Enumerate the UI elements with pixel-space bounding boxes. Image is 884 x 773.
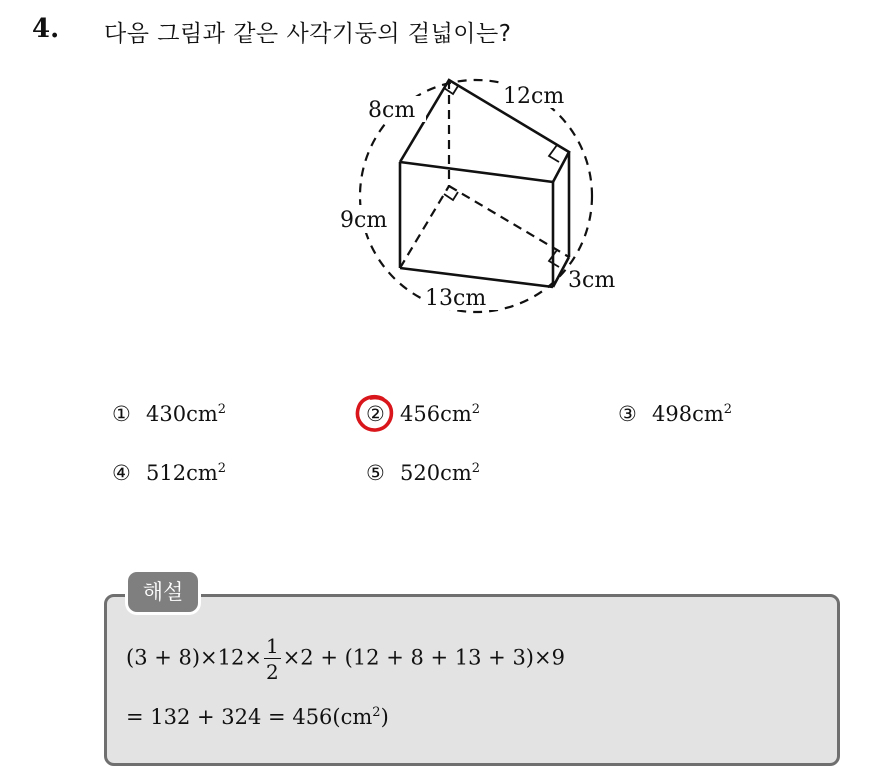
- choice-4[interactable]: [112, 461, 226, 485]
- question-text: 다음 그림과 같은 사각기둥의 겉넓이는?: [104, 21, 512, 47]
- solution-expr-part2: ×2 + (12 + 8 + 13 + 3)×9: [282, 645, 565, 670]
- fraction-denominator: 2: [265, 660, 279, 684]
- right-angle-mark-bottom: [444, 192, 458, 200]
- choice-2-sup: 2: [471, 402, 481, 417]
- choice-5-sup: 2: [471, 461, 481, 476]
- solution-expr-part1: (3 + 8)×12×: [126, 645, 262, 670]
- choice-4-number: ④: [112, 461, 131, 485]
- solution-result-part2: ): [380, 705, 389, 729]
- label-12cm: 12cm: [503, 84, 565, 109]
- solution-result-sup: 2: [372, 705, 381, 720]
- question-number: 4.: [32, 14, 60, 44]
- choice-5-value: 520cm: [400, 461, 472, 485]
- choice-4-value: 512cm: [146, 461, 218, 485]
- choice-1-sup: 2: [217, 402, 227, 417]
- solution-line-2: [126, 705, 389, 729]
- choice-5-number: ⑤: [366, 461, 385, 485]
- right-angle-mark-top-right: [549, 145, 559, 162]
- hidden-bottom-left-edge: [400, 186, 449, 268]
- label-13cm: 13cm: [425, 286, 487, 311]
- solution-result-part1: = 132 + 324 = 456(cm: [126, 705, 373, 729]
- choice-1[interactable]: [112, 402, 226, 426]
- answer-circle-mark: [353, 392, 397, 436]
- solution-tag: 해설: [128, 572, 198, 612]
- prism-figure: [0, 0, 884, 380]
- choice-3-number: ③: [618, 402, 637, 426]
- choice-2-value: 456cm: [400, 402, 472, 426]
- choice-4-sup: 2: [217, 461, 227, 476]
- fraction-one-half: [264, 636, 281, 682]
- solution-line-1: [126, 636, 565, 682]
- fraction-numerator: 1: [265, 634, 279, 658]
- label-3cm: 3cm: [568, 268, 616, 293]
- choice-2-number: ②: [366, 402, 385, 426]
- hidden-bottom-right-edge: [449, 186, 569, 257]
- bottom-right-edge: [553, 257, 569, 287]
- choice-1-number: ①: [112, 402, 131, 426]
- choice-3-sup: 2: [723, 402, 733, 417]
- label-9cm: 9cm: [340, 208, 388, 233]
- choice-5[interactable]: [366, 461, 480, 485]
- choice-3-value: 498cm: [652, 402, 724, 426]
- choice-1-value: 430cm: [146, 402, 218, 426]
- choice-3[interactable]: [618, 402, 732, 426]
- label-8cm: 8cm: [368, 98, 416, 123]
